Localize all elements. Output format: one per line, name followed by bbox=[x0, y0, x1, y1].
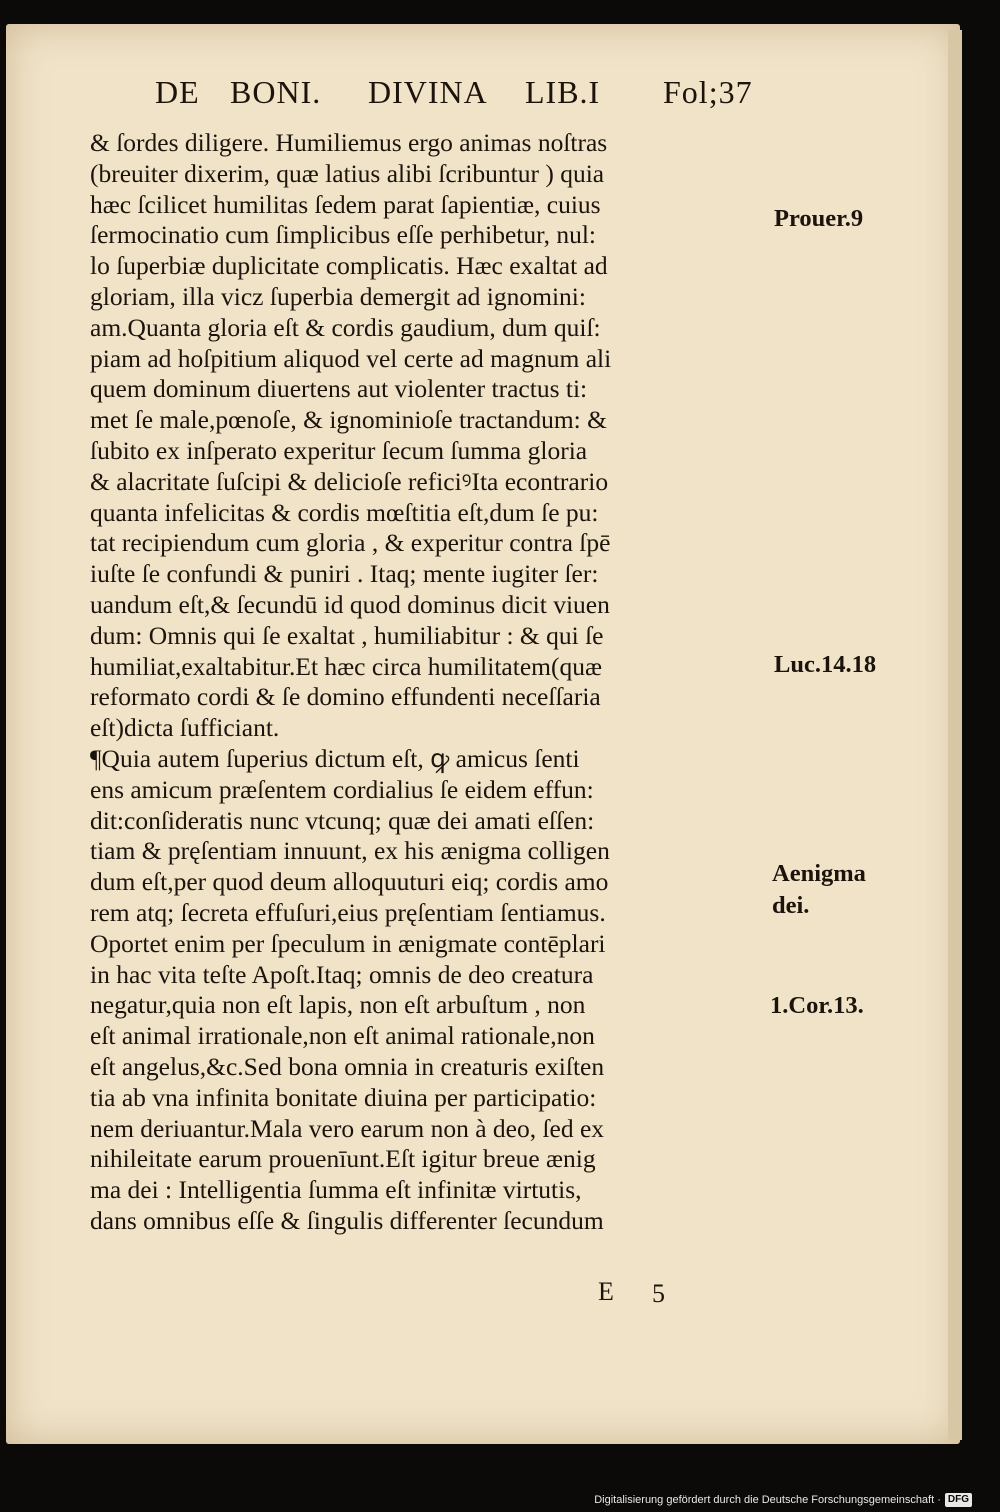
body-text bbox=[90, 128, 762, 1237]
text-line: eſt animal irrationale,non eſt animal rationale,non bbox=[90, 1021, 595, 1051]
text-line: dum eſt,per quod deum alloquuturi eiq; cordis amo bbox=[90, 867, 609, 897]
text-line: ¶Quia autem ſuperius dictum eſt, ꝙ amicus ſenti bbox=[90, 743, 580, 773]
margin-note-dei: dei. bbox=[772, 892, 810, 919]
text-line: lo ſuperbiæ duplicitate complicatis. Hæc exaltat ad bbox=[90, 251, 608, 281]
text-line: tiam & pręſentiam innuunt, ex his ænigma colligen bbox=[90, 836, 610, 866]
text-line: in hac vita teſte Apoſt.Itaq; omnis de deo creatura bbox=[90, 959, 594, 989]
text-line: gloriam, illa vicz ſuperbia demergit ad ignomini: bbox=[90, 281, 586, 311]
text-line: dans omnibus eſſe & ſingulis differenter ſecundum bbox=[90, 1205, 604, 1235]
text-line: met ſe male,pœnoſe, & ignominioſe tractandum: & bbox=[90, 405, 607, 435]
margin-note-cor: 1.Cor.13. bbox=[770, 992, 864, 1019]
text-line: eſt)dicta ſufficiant. bbox=[90, 713, 280, 743]
text-line: uandum eſt,& ſecundū id quod dominus dicit viuen bbox=[90, 589, 610, 619]
text-line: iuſte ſe confundi & puniri . Itaq; mente iugiter ſer: bbox=[90, 559, 599, 589]
text-line: am.Quanta gloria eſt & cordis gaudium, dum quiſ: bbox=[90, 312, 601, 342]
text-line: piam ad hoſpitium aliquod vel certe ad magnum ali bbox=[90, 343, 612, 373]
text-line: ſubito ex inſperato experitur ſecum ſumma gloria bbox=[90, 435, 588, 465]
header-word-3: DIVINA bbox=[368, 74, 488, 110]
text-line: humiliat,exaltabitur.Et hæc circa humilitatem(quæ bbox=[90, 651, 602, 681]
text-line: tia ab vna infinita bonitate diuina per participatio: bbox=[90, 1082, 597, 1112]
text-line: ma dei : Intelligentia ſumma eſt infinitæ virtutis, bbox=[90, 1175, 582, 1205]
margin-note-prouer: Prouer.9 bbox=[774, 205, 864, 232]
page-edge bbox=[948, 30, 962, 1440]
dfg-logo: DFG bbox=[945, 1493, 972, 1507]
header-folio: Fol;37 bbox=[663, 74, 753, 110]
signature-number: 5 bbox=[652, 1279, 665, 1308]
header-book-number: LIB.I bbox=[525, 74, 601, 110]
text-line: negatur,quia non eſt lapis, non eſt arbuſtum , non bbox=[90, 990, 586, 1020]
digitization-credit bbox=[594, 1492, 972, 1508]
text-line: quanta infelicitas & cordis mœſtitia eſt,dum ſe pu: bbox=[90, 497, 599, 527]
text-line: eſt angelus,&c.Sed bona omnia in creaturis exiſten bbox=[90, 1051, 605, 1081]
text-line: rem atq; ſecreta effuſuri,eius pręſentiam ſentiamus. bbox=[90, 897, 606, 927]
margin-note-aenigma: Aenigma bbox=[772, 860, 866, 887]
text-line: (breuiter dixerim, quæ latius alibi ſcribuntur ) quia bbox=[90, 158, 605, 188]
text-line: dum: Omnis qui ſe exaltat , humiliabitur : & qui ſe bbox=[90, 620, 604, 650]
header-word-2: BONI. bbox=[230, 74, 322, 110]
text-line: & alacritate ſuſcipi & delicioſe reficiꝰIta econtrario bbox=[90, 466, 609, 496]
text-line: hæc ſcilicet humilitas ſedem parat ſapientiæ, cuius bbox=[90, 189, 601, 219]
text-line: dit:conſideratis nunc vtcunq; quæ dei amati eſſen: bbox=[90, 805, 595, 835]
signature-letter: E bbox=[598, 1277, 614, 1306]
credit-text: Digitalisierung gefördert durch die Deutsche Forschungsgemeinschaft · bbox=[594, 1494, 941, 1506]
running-header bbox=[155, 74, 755, 118]
text-line: ens amicum præſentem cordialius ſe eidem effun: bbox=[90, 774, 594, 804]
text-line: reformato cordi & ſe domino effundenti neceſſaria bbox=[90, 682, 601, 712]
text-line: nem deriuantur.Mala vero earum non à deo, ſed ex bbox=[90, 1113, 605, 1143]
text-line: Oportet enim per ſpeculum in ænigmate contēplari bbox=[90, 928, 606, 958]
margin-note-luc: Luc.14.18 bbox=[774, 651, 877, 678]
header-word-1: DE bbox=[155, 74, 200, 110]
text-line: ſermocinatio cum ſimplicibus eſſe perhibetur, nul: bbox=[90, 220, 597, 250]
text-line: nihileitate earum prouenīunt.Eſt igitur breue ænig bbox=[90, 1144, 596, 1174]
text-line: & ſordes diligere. Humiliemus ergo animas noſtras bbox=[90, 128, 608, 157]
text-line: tat recipiendum cum gloria , & experitur contra ſpē bbox=[90, 528, 611, 558]
text-line: quem dominum diuertens aut violenter tractus ti: bbox=[90, 374, 588, 404]
